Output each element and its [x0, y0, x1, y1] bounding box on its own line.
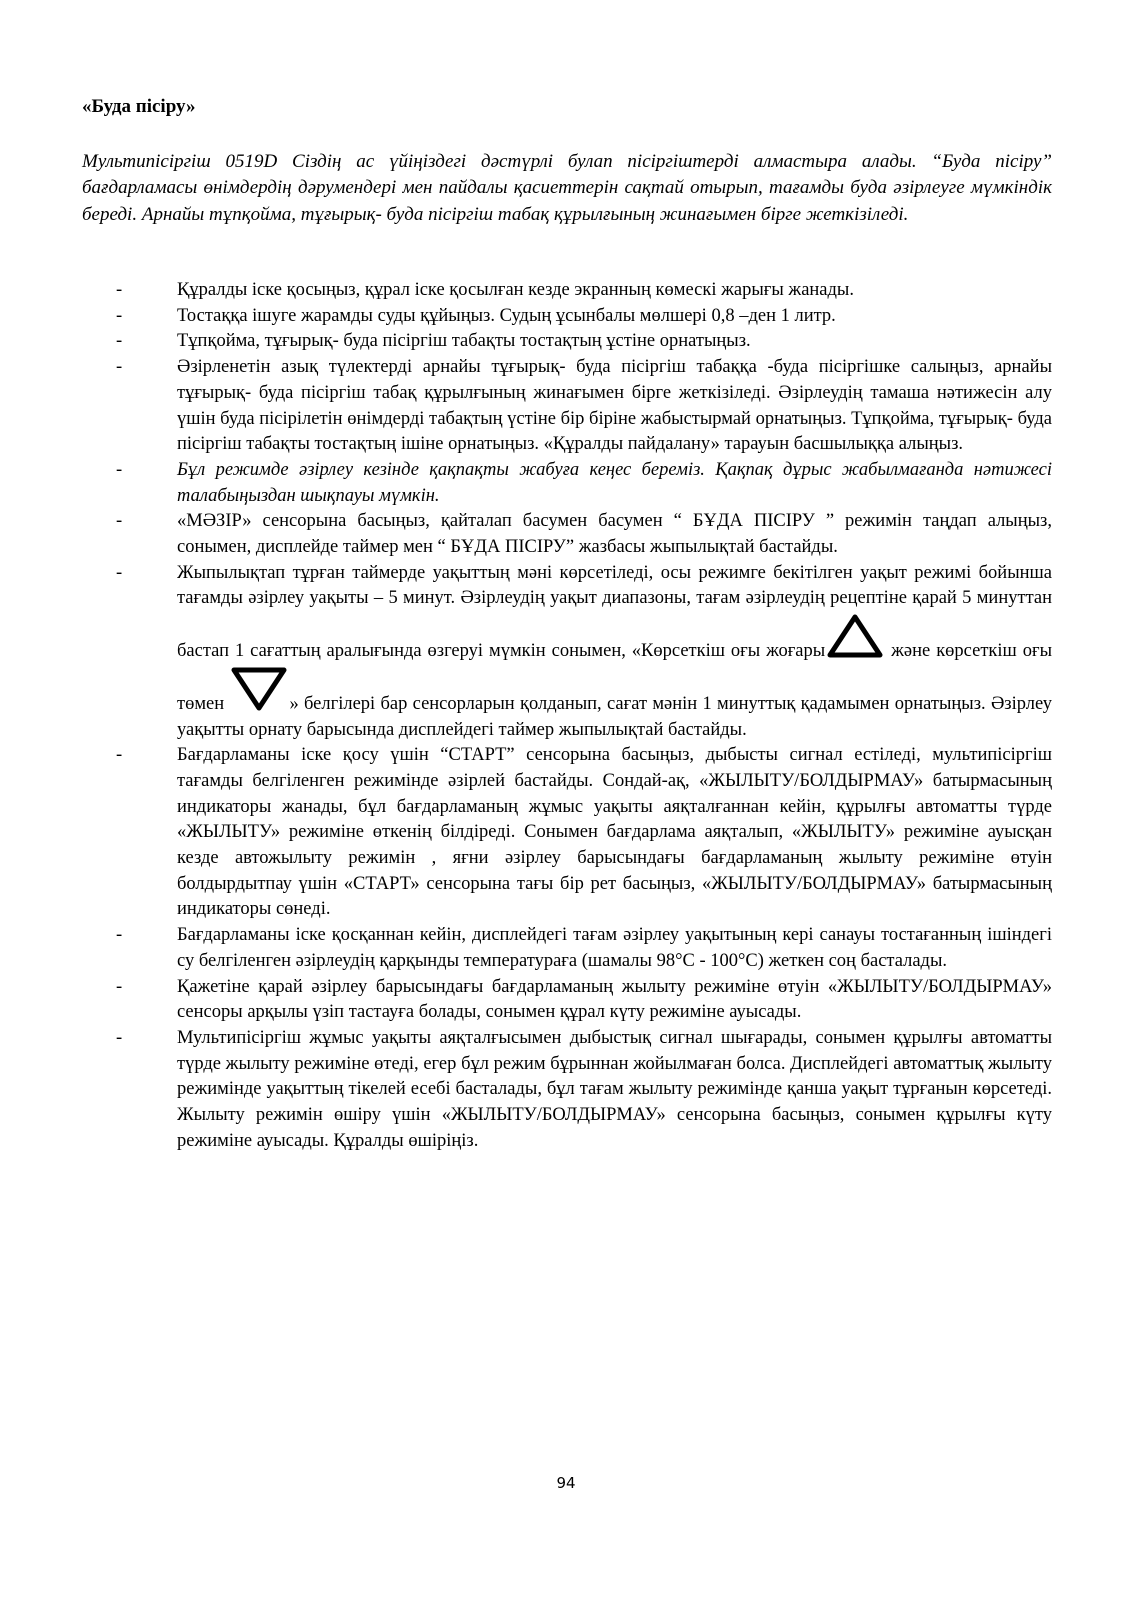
list-item-text-part1: Жыпылықтап тұрған таймерде уақыттың мәні көрсетіледі, осы режимге бекітілген уақыт режимі бойынша тағамды әзірлеу уақыты – 5 минут. Әзірлеудің уақыт диапазоны, тағам әзірлеудің рецептіне қарай 5 минуттан бастап 1 сағаттың аралығында өзгеруі мүмкін сонымен, «Көрсеткіш оғы жоғары	[177, 562, 1052, 662]
list-bullet: -	[116, 925, 123, 946]
list-item	[0, 975, 1132, 1026]
instruction-list	[0, 278, 1132, 1155]
triangle-up-icon	[825, 612, 885, 660]
list-bullet: -	[116, 976, 123, 997]
list-bullet: -	[116, 305, 123, 326]
section-heading: «Буда пісіру»	[82, 96, 196, 117]
list-bullet: -	[116, 331, 123, 352]
page-number: 94	[556, 1474, 576, 1492]
list-item	[0, 278, 1132, 304]
list-item-text: Бұл режимде әзірлеу кезінде қақпақты жабуға кеңес береміз. Қақпақ дұрыс жабылмағанда нәтижесі талабыңыздан шықпауы мүмкін.	[177, 459, 1052, 506]
list-item-text-part2: және көрсеткіш оғы төмен	[177, 641, 1052, 714]
list-bullet: -	[116, 562, 123, 583]
list-bullet: -	[116, 511, 123, 532]
list-item-text: «МӘЗІР» сенсорына басыңыз, қайталап басумен басумен “ БҰДА ПІСІРУ ” режимін таңдап алыңыз, сонымен, дисплейде таймер мен “ БҰДА ПІСІРУ” жазбасы жыпылықтай бастайды.	[177, 511, 1052, 558]
list-item-text: Мультипісіргіш жұмыс уақыты аяқталғысымен дыбыстық сигнал шығарады, сонымен құрылғы автоматты түрде жылыту режиміне өтеді, егер бұл режим бұрыннан жойылмаған болса. Дисплейдегі автоматтық жылыту режимінде уақыттың тікелей есебі басталады, бұл тағам жылыту режимінде қанша уақыт тұрғанын көрсетеді. Жылыту режимін өшіру үшін «ЖЫЛЫТУ/БОЛДЫРМАУ» сенсорына басыңыз, сонымен құрылғы күту режиміне ауысады. Құралды өшіріңіз.	[177, 1027, 1052, 1151]
list-item	[0, 1026, 1132, 1155]
intro-paragraph: Мультипісіргіш 0519D Сіздің ас үйіңіздегі дәстүрлі булап пісіргіштерді алмастыра алады. “Буда пісіру” бағдарламасы өнімдердің дәрумендері мен пайдалы қасиеттерін сақтай отырып, тағамды буда әзірлеуге мүмкіндік береді. Арнайы тұпқойма, тұғырық- буда пісіргіш табақ құрылғының жинағымен бірге жеткізіледі.	[82, 151, 1052, 225]
list-bullet: -	[116, 1027, 123, 1048]
list-item	[0, 509, 1132, 560]
list-bullet: -	[116, 745, 123, 766]
list-bullet: -	[116, 459, 123, 480]
list-item-text: Қажетіне қарай әзірлеу барысындағы бағдарламаның жылыту режиміне өтуін «ЖЫЛЫТУ/БОЛДЫРМАУ» сенсоры арқылы үзіп тастауға болады, сонымен құрал күту режиміне ауысады.	[177, 976, 1052, 1023]
list-item	[0, 743, 1132, 923]
list-item-text: Әзірленетін азық түлектерді арнайы тұғырық- буда пісіргіш табаққа -буда пісіргішке салыңыз, арнайы тұғырық- буда пісіргіш табақ құрылғының жинағымен бірге жеткізіледі. Әзірлеудің тамаша нәтижесін алу үшін буда пісірілетін өнімдерді табақтың үстіне бір біріне жабыстырмай орнатыңыз. Тұпқойма, тұғырық- буда пісіргіш табақты тостақтың ішіне орнатыңыз. «Құралды пайдалану» тарауын басшылыққа алыңыз.	[177, 357, 1052, 455]
list-item-text: Құралды іске қосыңыз, құрал іске қосылған кезде экранның көмескі жарығы жанады.	[177, 280, 854, 300]
list-item-text: Тостаққа ішуге жарамды суды құйыңыз. Судың ұсынбалы мөлшері 0,8 –ден 1 литр.	[177, 305, 836, 326]
list-item	[0, 329, 1132, 355]
list-item	[0, 561, 1132, 744]
list-bullet: -	[116, 357, 123, 378]
list-item-text: Тұпқойма, тұғырық- буда пісіргіш табақты тостақтың ұстіне орнатыңыз.	[177, 331, 751, 352]
list-item-text: Бағдарламаны іске қосу үшін “СТАРТ” сенсорына басыңыз, дыбысты сигнал естіледі, мультипісіргіш тағамды белгіленген режимінде әзірлей бастайды. Сондай-ақ, «ЖЫЛЫТУ/БОЛДЫРМАУ» батырмасының индикаторы жанады, бұл бағдарламаның жұмыс уақыты аяқталғаннан кейін, құрылғы автоматты түрде «ЖЫЛЫТУ» режиміне өткенің білдіреді. Сонымен бағдарлама аяқталып, «ЖЫЛЫТУ» режиміне ауысқан кезде автожылыту режимін , яғни әзірлеу барысындағы бағдарламаның жылыту режиміне өтуін болдырдытпау үшін «СТАРТ» сенсорына тағы бір рет басыңыз, «ЖЫЛЫТУ/БОЛДЫРМАУ» батырмасының индикаторы сөнеді.	[177, 745, 1052, 920]
list-item	[0, 923, 1132, 974]
list-bullet: -	[116, 280, 123, 300]
list-item	[0, 304, 1132, 330]
list-item-note	[0, 458, 1132, 509]
list-item-text-part3: » белгілері бар сенсорларын қолданып, сағат мәнін 1 минуттық қадамымен орнатыңыз. Әзірлеу уақытты орнату барысында дисплейдегі таймер жыпылықтай бастайды.	[177, 693, 1052, 740]
list-item-text: Бағдарламаны іске қосқаннан кейін, дисплейдегі тағам әзірлеу уақытының кері санауы тостағанның ішіндегі су белгіленген әзірлеудің қарқынды температураға (шамалы 98°С - 100°С) жеткен соң басталады.	[177, 925, 1052, 971]
list-item	[0, 355, 1132, 458]
triangle-down-icon	[229, 665, 289, 713]
